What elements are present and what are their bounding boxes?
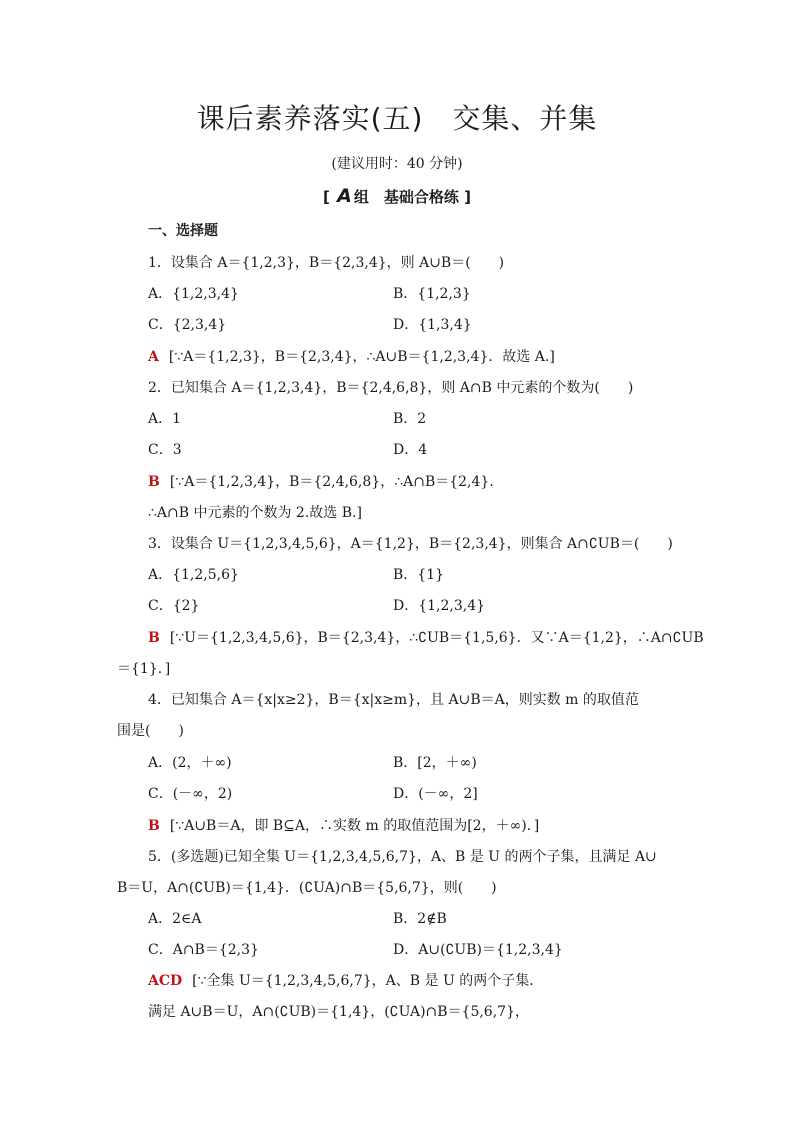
- option-5a: A．2∈A: [148, 911, 202, 927]
- option-3c: C．{2}: [148, 598, 200, 614]
- option-2a: A．1: [148, 411, 182, 427]
- answer-5-key: ACD: [148, 973, 183, 989]
- option-1c: C．{2,3,4}: [148, 317, 227, 333]
- group-letter: A: [337, 185, 352, 207]
- option-1d: D．{1,3,4}: [393, 317, 472, 333]
- option-3b: B．{1}: [393, 567, 445, 583]
- option-2b: B．2: [393, 411, 427, 427]
- answer-3: [148, 628, 704, 648]
- page-title: 课后素养落实(五) 交集、并集: [196, 102, 598, 135]
- answer-5: [148, 971, 543, 991]
- option-1a: A．{1,2,3,4}: [148, 286, 239, 302]
- answer-2-key: B: [148, 474, 160, 490]
- question-4-line2: 围是( ): [117, 723, 184, 739]
- answer-2-text: [∵A＝{1,2,3,4}，B＝{2,4,6,8}，∴A∩B＝{2,4}．: [169, 474, 504, 490]
- question-3: 3．设集合 U＝{1,2,3,4,5,6}，A＝{1,2}，B＝{2,3,4}，则集合 A∩∁UB＝( ): [148, 536, 673, 552]
- question-2: 2．已知集合 A＝{1,2,3,4}，B＝{2,4,6,8}，则 A∩B 中元素的个数为( ): [148, 380, 634, 396]
- answer-1-key: A: [148, 349, 159, 365]
- group-heading: [0, 185, 794, 207]
- answer-5-text: [∵全集 U＝{1,2,3,4,5,6,7}，A、B 是 U 的两个子集．: [192, 973, 544, 989]
- page-subtitle: (建议用时：40 分钟): [331, 156, 463, 172]
- option-3a: A．{1,2,5,6}: [148, 567, 239, 583]
- option-4c: C．(－∞，2): [148, 786, 233, 802]
- question-4: 4．已知集合 A＝{x|x≥2}，B＝{x|x≥m}，且 A∪B＝A，则实数 m 的取值范: [148, 692, 639, 708]
- option-4a: A．(2，＋∞): [148, 755, 232, 771]
- option-5d: D．A∪(∁UB)＝{1,2,3,4}: [393, 942, 563, 958]
- option-3d: D．{1,2,3,4}: [393, 598, 486, 614]
- option-5b: B．2∉B: [393, 911, 447, 927]
- option-5c: C．A∩B＝{2,3}: [148, 942, 259, 958]
- answer-3-key: B: [148, 630, 160, 646]
- option-4d: D．(－∞，2]: [393, 786, 478, 802]
- answer-2: [148, 472, 503, 492]
- question-5: 5．(多选题)已知全集 U＝{1,2,3,4,5,6,7}，A、B 是 U 的两个子集，且满足 A∪: [148, 849, 657, 865]
- group-bracket-close: ]: [464, 188, 471, 206]
- answer-1-text: [∵A＝{1,2,3}，B＝{2,3,4}，∴A∪B＝{1,2,3,4}．故选 A.]: [168, 349, 555, 365]
- section-heading: 一、选择题: [148, 223, 218, 239]
- answer-3-text: [∵U＝{1,2,3,4,5,6}，B＝{2,3,4}，∴∁UB＝{1,5,6}．又∵A＝{1,2}，∴A∩∁UB: [169, 630, 704, 646]
- option-2d: D．4: [393, 442, 428, 458]
- question-1: 1．设集合 A＝{1,2,3}，B＝{2,3,4}，则 A∪B＝( ): [148, 255, 505, 271]
- group-bracket-open: [: [323, 188, 330, 206]
- answer-5-line2: 满足 A∪B＝U，A∩(∁UB)＝{1,4}，(∁UA)∩B＝{5,6,7}，: [148, 1004, 529, 1020]
- answer-2-line2: ∴A∩B 中元素的个数为 2.故选 B.]: [148, 505, 362, 521]
- answer-1: [148, 347, 555, 367]
- option-4b: B．[2，＋∞): [393, 755, 477, 771]
- answer-4-key: B: [148, 818, 160, 834]
- group-text: 组 基础合格练: [353, 188, 459, 206]
- question-5-line2: B＝U，A∩(∁UB)＝{1,4}．(∁UA)∩B＝{5,6,7}，则( ): [117, 880, 497, 896]
- answer-3-line2: ＝{1}．]: [117, 661, 171, 677]
- option-1b: B．{1,2,3}: [393, 286, 471, 302]
- answer-4-text: [∵A∪B＝A，即 B⊆A，∴实数 m 的取值范围为[2，＋∞)．]: [169, 818, 540, 834]
- option-2c: C．3: [148, 442, 182, 458]
- answer-4: [148, 816, 539, 836]
